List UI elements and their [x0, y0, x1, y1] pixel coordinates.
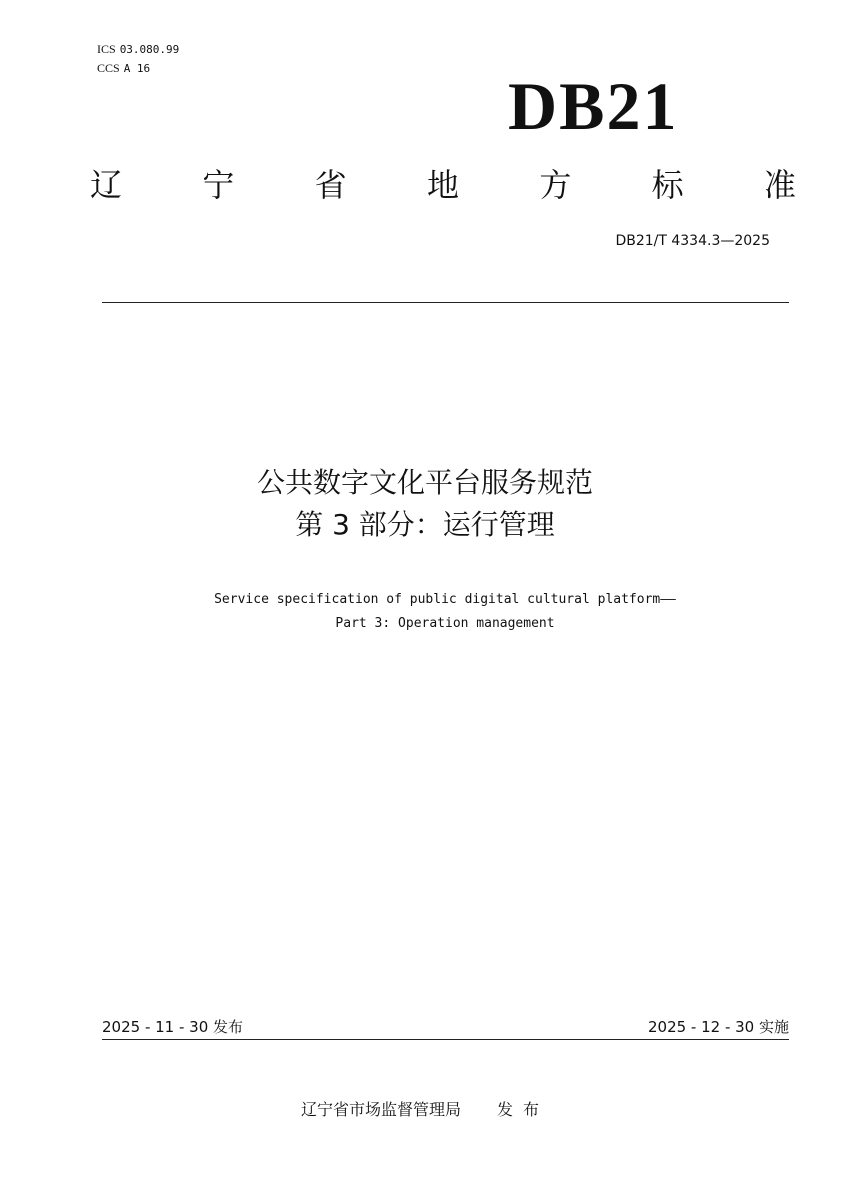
bottom-divider [102, 1039, 789, 1040]
standard-type-char: 准 [763, 166, 796, 204]
standard-type-char: 省 [314, 166, 347, 204]
standard-type-char: 方 [539, 166, 572, 204]
ccs-value: A 16 [123, 62, 151, 75]
chinese-title-line-2: 第 3 部分：运行管理 [295, 508, 555, 541]
ics-line [97, 40, 179, 59]
standard-number: DB21/T 4334.3—2025 [615, 233, 770, 249]
db-code: DB21 [508, 68, 679, 144]
chinese-title [0, 462, 850, 546]
ccs-label: CCS [97, 61, 120, 75]
issue-date: 2025 - 11 - 30 发布 [102, 1018, 244, 1036]
standard-type-char: 宁 [202, 166, 235, 204]
issuer-name: 辽宁省市场监督管理局 [300, 1100, 461, 1119]
implementation-date: 2025 - 12 - 30 实施 [647, 1018, 789, 1036]
classification-codes [97, 40, 179, 78]
standard-type-char: 标 [651, 166, 684, 204]
standard-type-char: 辽 [90, 166, 123, 204]
standard-type-char: 地 [426, 166, 459, 204]
ics-label: ICS [97, 42, 116, 56]
issuer-action: 发布 [497, 1100, 550, 1119]
english-title [0, 588, 850, 636]
ccs-line [97, 59, 179, 78]
standard-type [90, 163, 796, 207]
english-title-line-1: Service specification of public digital cultural platform—— [214, 592, 676, 607]
top-divider [102, 302, 789, 303]
ics-value: 03.080.99 [119, 43, 180, 56]
chinese-title-line-1: 公共数字文化平台服务规范 [256, 466, 593, 499]
english-title-line-2: Part 3: Operation management [335, 616, 555, 631]
issuer [0, 1099, 850, 1121]
